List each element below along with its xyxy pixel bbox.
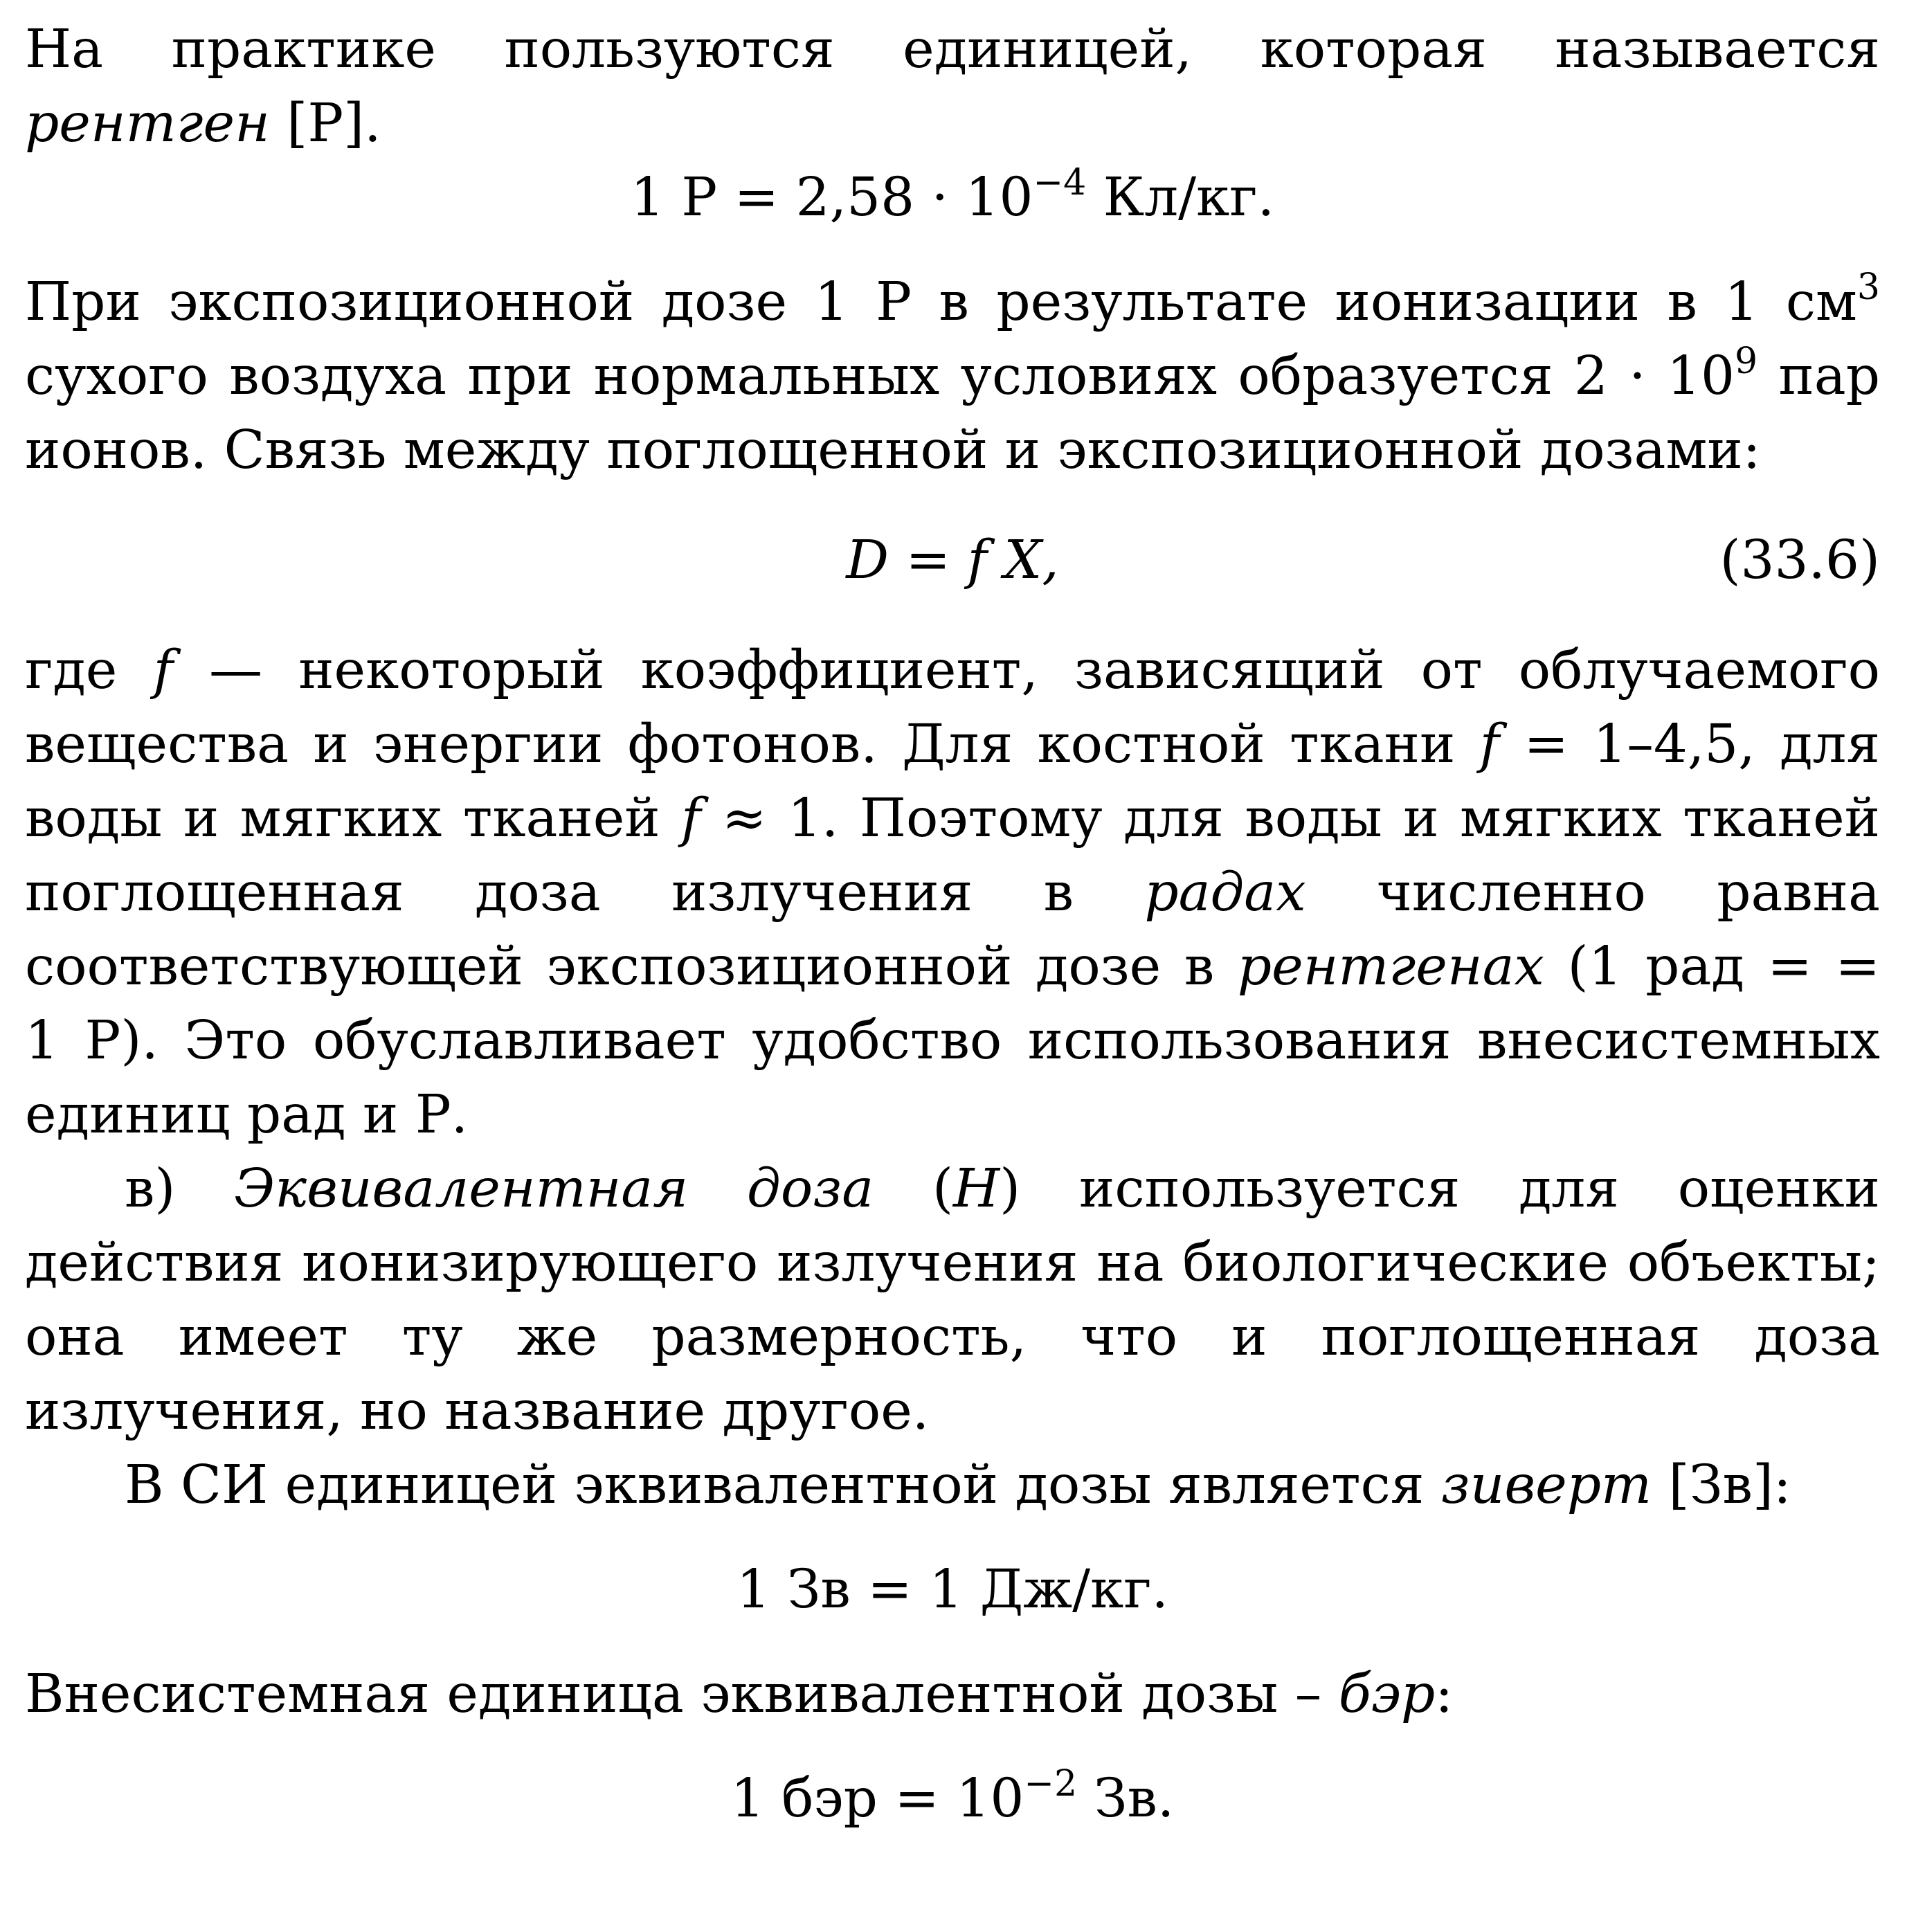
term-roentgen: рентген [25, 93, 270, 154]
equation-number: (33.6) [1719, 530, 1880, 591]
equation-sievert-definition [25, 1553, 1880, 1627]
equation-part: Кл/кг. [1086, 167, 1275, 228]
text-run: : [1435, 1663, 1454, 1725]
equation-part: 1 Р = 2,58 · 10 [630, 167, 1033, 228]
text-run: ≈ 1. Поэтому для воды и мягких тканей поглощенная доза излучения в [25, 788, 1880, 923]
text-run: = 1–4,5, для воды и мягких тканей [25, 714, 1880, 849]
text-run: На практике пользуются единицей, которая называется [25, 19, 1880, 80]
symbol-f: f [1479, 714, 1500, 775]
paragraph-sievert [25, 1448, 1880, 1522]
text-run: пар ионов. Связь между поглощенной и экспозиционной дозами: [25, 345, 1880, 481]
text-run: [Р]. [269, 93, 381, 154]
text-run: сухого воздуха при нормальных условиях образуется 2 · 10 [25, 345, 1735, 407]
equation-33-6 [25, 523, 1880, 597]
text-run: [Зв]: [1652, 1454, 1791, 1516]
equation-exponent: −2 [1024, 1763, 1078, 1805]
equation-rem-definition [25, 1762, 1880, 1836]
text-run: При экспозиционной дозе 1 Р в результате ионизации в 1 см [25, 271, 1857, 333]
paragraph-equivalent-dose [25, 1152, 1880, 1448]
symbol-f: f [153, 640, 173, 701]
term-rem: бэр [1338, 1663, 1436, 1725]
text-run: ) [1000, 1158, 1021, 1220]
term-equivalent-dose: Эквивалентная доза [234, 1158, 874, 1220]
text-run: (1 рад = = 1 Р). Это обуславливает удобство использования внесистемных единиц рад и Р. [25, 936, 1880, 1146]
text-run: используется для оценки действия ионизирующего излучения на биологические объекты; она имеет ту же размерность, что и поглощенная доза излучения, но название другое. [25, 1158, 1880, 1442]
paragraph-exposure-dose [25, 265, 1880, 487]
text-run: Внесистемная единица эквивалентной дозы – [25, 1663, 1339, 1725]
equation-roentgen-definition [25, 161, 1880, 235]
equation-part: 1 Зв = 1 Дж/кг. [736, 1559, 1169, 1620]
text-run: ( [874, 1158, 953, 1220]
equation-part: 1 бэр = 10 [730, 1768, 1024, 1830]
text-run: где [25, 640, 154, 701]
text-run: численно равна соответствующей экспозиционной дозе в [25, 862, 1881, 997]
document-page [25, 12, 1880, 1836]
paragraph-rem [25, 1657, 1880, 1731]
exponent: 9 [1735, 341, 1758, 382]
term-sievert: зиверт [1440, 1454, 1652, 1516]
paragraph-coefficient-f [25, 633, 1880, 1152]
paragraph-roentgen-intro [25, 12, 1880, 161]
term-roentgens: рентгенах [1237, 936, 1544, 997]
exponent: 3 [1856, 267, 1880, 308]
text-run: в) [125, 1158, 235, 1220]
text-run: В СИ единицей эквивалентной дозы является [125, 1454, 1441, 1516]
equation-formula: D = f X, [846, 530, 1059, 591]
term-rad: радах [1144, 862, 1306, 923]
text-run: — некоторый коэффициент, зависящий от облучаемого вещества и энергии фотонов. Для костной ткани [25, 640, 1880, 775]
symbol-h: H [953, 1158, 1000, 1220]
equation-part: Зв. [1077, 1768, 1175, 1830]
equation-exponent: −4 [1033, 162, 1087, 204]
symbol-f: f [681, 788, 701, 849]
